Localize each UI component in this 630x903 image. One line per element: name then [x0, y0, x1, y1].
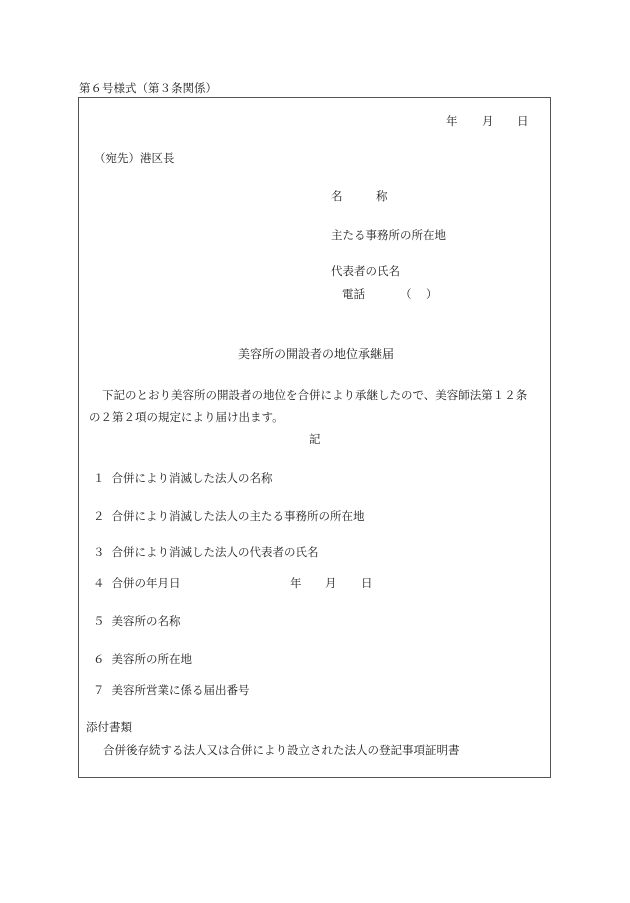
item-number: ３: [93, 545, 105, 559]
body-line-1: 下記のとおり美容所の開設者の地位を合併により承継したので、美容師法第１２条: [102, 388, 528, 402]
list-item: [93, 509, 365, 523]
item-label: 合併により消滅した法人の代表者の氏名: [111, 545, 319, 559]
item-number: ２: [93, 509, 105, 523]
applicant-name-label-2: 称: [376, 189, 388, 203]
item-number: ７: [93, 683, 105, 697]
applicant-office-label: 主たる事務所の所在地: [331, 228, 446, 242]
phone-paren-close: ）: [426, 287, 438, 301]
list-item: [93, 471, 273, 485]
document-title: 美容所の開設者の地位承継届: [238, 347, 395, 361]
attachments-heading: 添付書類: [86, 720, 132, 734]
list-item: [93, 652, 192, 666]
item-label: 合併の年月日: [111, 576, 181, 590]
date-year-label: 年: [446, 114, 458, 128]
item-label: 美容所の所在地: [111, 652, 192, 666]
date-day-label: 日: [517, 114, 529, 128]
body-line-2: の２第２項の規定により届け出ます。: [89, 410, 284, 424]
phone-paren-open: （: [400, 287, 412, 301]
list-item: [93, 614, 181, 628]
merger-day-label: 日: [361, 576, 373, 590]
item-number: １: [93, 471, 105, 485]
applicant-name-label-1: 名: [331, 189, 343, 203]
attachments-text: 合併後存続する法人又は合併により設立された法人の登記事項証明書: [103, 743, 460, 757]
item-label: 合併により消滅した法人の名称: [111, 471, 273, 485]
list-item: [93, 545, 319, 559]
merger-year-label: 年: [290, 576, 302, 590]
addressee: （宛先）港区長: [94, 151, 175, 165]
merger-month-label: 月: [325, 576, 337, 590]
date-month-label: 月: [482, 114, 494, 128]
applicant-representative-label: 代表者の氏名: [331, 264, 400, 278]
list-item: [93, 576, 181, 590]
item-label: 美容所の名称: [111, 614, 181, 628]
applicant-phone-label: 電話: [342, 287, 365, 301]
item-number: ５: [93, 614, 105, 628]
item-number: ４: [93, 576, 105, 590]
list-item: [93, 683, 250, 697]
item-label: 美容所営業に係る届出番号: [111, 683, 250, 697]
ki-heading: 記: [309, 432, 321, 446]
item-number: ６: [93, 652, 105, 666]
item-label: 合併により消滅した法人の主たる事務所の所在地: [111, 509, 365, 523]
form-label: 第６号様式（第３条関係）: [79, 81, 217, 95]
